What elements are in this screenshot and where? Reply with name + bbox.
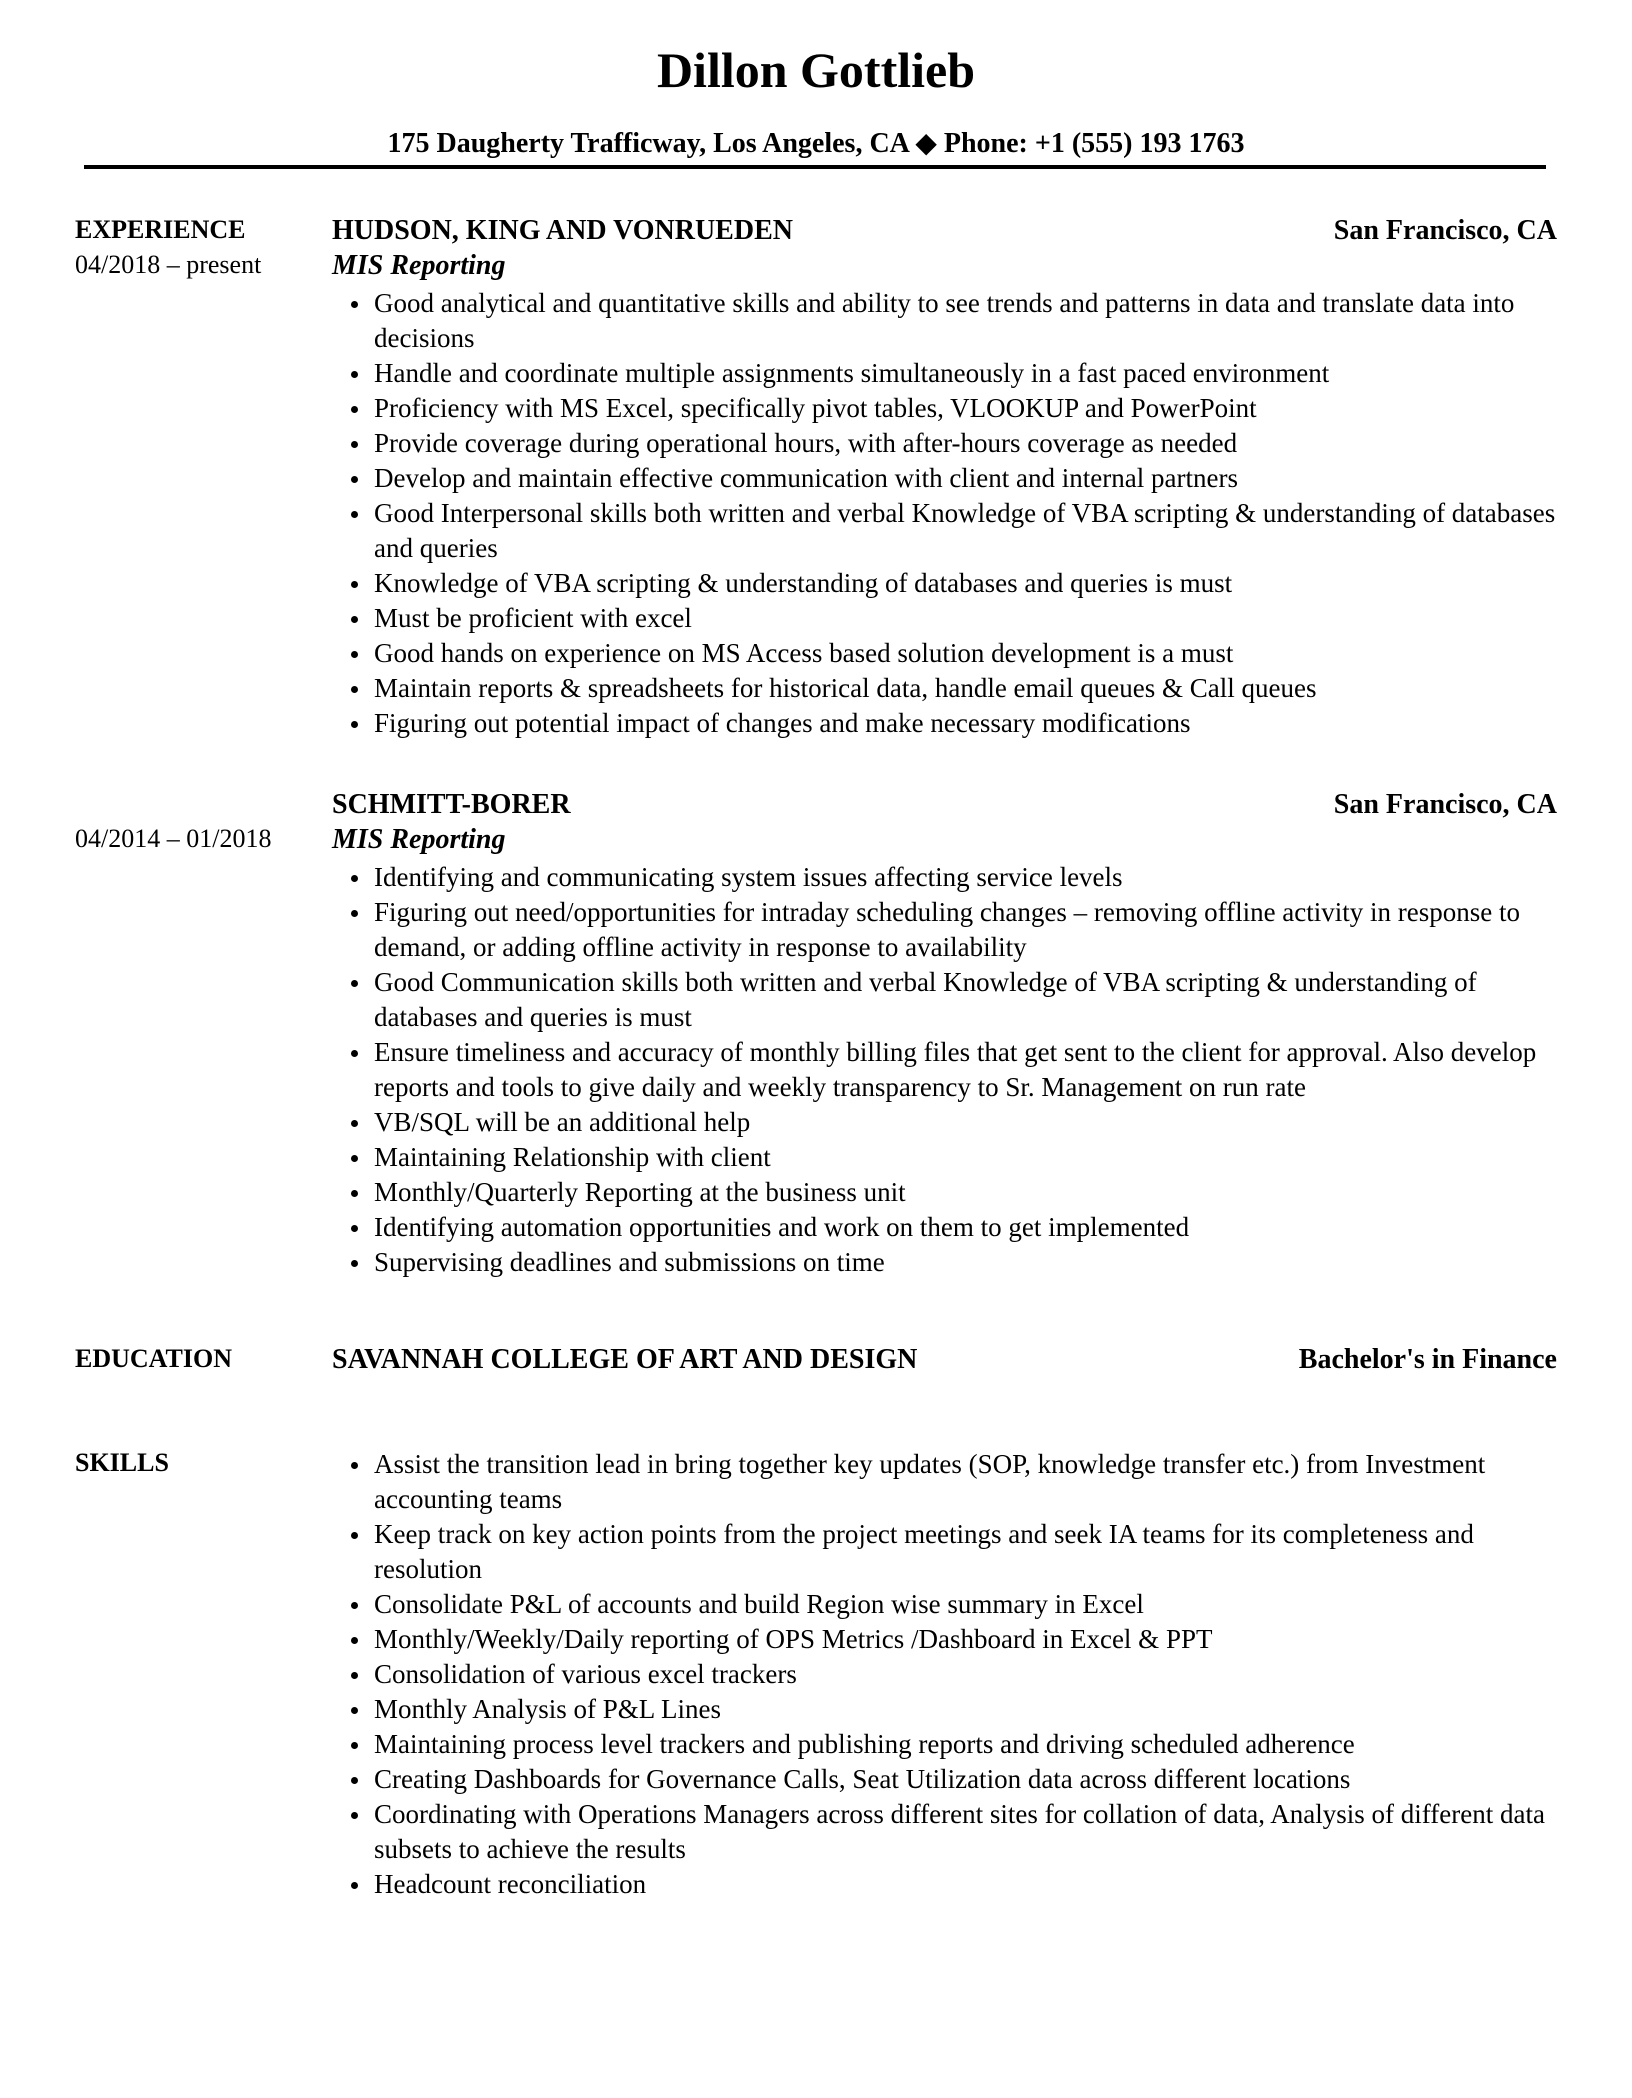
job-location: San Francisco, CA [1333, 215, 1557, 246]
list-item: Maintaining process level trackers and publishing reports and driving scheduled adherence [374, 1727, 1560, 1762]
education-section-label: EDUCATION [75, 1344, 232, 1373]
list-item: Assist the transition lead in bring together key updates (SOP, knowledge transfer etc.) from Investment accounting teams [374, 1447, 1560, 1517]
list-item: Coordinating with Operations Managers across different sites for collation of data, Analysis of different data subsets to achieve the results [374, 1797, 1560, 1867]
list-item: Good Communication skills both written and verbal Knowledge of VBA scripting & understanding of databases and queries is must [374, 965, 1560, 1035]
list-item: Consolidation of various excel trackers [374, 1657, 1560, 1692]
skills-bullet-list [374, 1447, 1560, 1902]
list-item: Handle and coordinate multiple assignments simultaneously in a fast paced environment [374, 356, 1560, 391]
job-bullet-list [374, 286, 1560, 741]
job-company: SCHMITT-BORER [332, 789, 571, 820]
list-item: Identifying and communicating system issues affecting service levels [374, 860, 1560, 895]
job-bullet-list [374, 860, 1560, 1280]
header-divider [84, 165, 1546, 169]
list-item: Headcount reconciliation [374, 1867, 1560, 1902]
job-company: HUDSON, KING AND VONRUEDEN [332, 215, 793, 246]
list-item: Monthly/Quarterly Reporting at the business unit [374, 1175, 1560, 1210]
list-item: Consolidate P&L of accounts and build Region wise summary in Excel [374, 1587, 1560, 1622]
list-item: Develop and maintain effective communication with client and internal partners [374, 461, 1560, 496]
job-location: San Francisco, CA [1333, 789, 1557, 820]
job-dates: 04/2014 – 01/2018 [75, 824, 272, 853]
school-name: SAVANNAH COLLEGE OF ART AND DESIGN [332, 1344, 918, 1375]
list-item: Monthly Analysis of P&L Lines [374, 1692, 1560, 1727]
list-item: Good Interpersonal skills both written and verbal Knowledge of VBA scripting & understanding of databases and queries [374, 496, 1560, 566]
list-item: Maintaining Relationship with client [374, 1140, 1560, 1175]
list-item: Monthly/Weekly/Daily reporting of OPS Metrics /Dashboard in Excel & PPT [374, 1622, 1560, 1657]
list-item: Supervising deadlines and submissions on time [374, 1245, 1560, 1280]
list-item: Maintain reports & spreadsheets for historical data, handle email queues & Call queues [374, 671, 1560, 706]
list-item: Creating Dashboards for Governance Calls, Seat Utilization data across different locations [374, 1762, 1560, 1797]
list-item: Figuring out need/opportunities for intraday scheduling changes – removing offline activity in response to demand, or adding offline activity in response to availability [374, 895, 1560, 965]
list-item: Ensure timeliness and accuracy of monthly billing files that get sent to the client for approval. Also develop reports and tools to give daily and weekly transparency to Sr. Management on run rate [374, 1035, 1560, 1105]
experience-section-label: EXPERIENCE [75, 215, 246, 244]
candidate-name: Dillon Gottlieb [656, 42, 976, 98]
skills-section-label: SKILLS [75, 1448, 169, 1477]
list-item: Keep track on key action points from the project meetings and seek IA teams for its completeness and resolution [374, 1517, 1560, 1587]
list-item: Good analytical and quantitative skills and ability to see trends and patterns in data and translate data into decisions [374, 286, 1560, 356]
job-dates: 04/2018 – present [75, 250, 262, 279]
list-item: Figuring out potential impact of changes and make necessary modifications [374, 706, 1560, 741]
list-item: Good hands on experience on MS Access based solution development is a must [374, 636, 1560, 671]
list-item: Must be proficient with excel [374, 601, 1560, 636]
job-title: MIS Reporting [332, 250, 506, 281]
list-item: VB/SQL will be an additional help [374, 1105, 1560, 1140]
job-title: MIS Reporting [332, 824, 506, 855]
list-item: Proficiency with MS Excel, specifically pivot tables, VLOOKUP and PowerPoint [374, 391, 1560, 426]
list-item: Knowledge of VBA scripting & understanding of databases and queries is must [374, 566, 1560, 601]
list-item: Provide coverage during operational hours, with after-hours coverage as needed [374, 426, 1560, 461]
contact-info: 175 Daugherty Trafficway, Los Angeles, CA ◆ Phone: +1 (555) 193 1763 [387, 128, 1245, 159]
degree: Bachelor's in Finance [1298, 1344, 1557, 1375]
list-item: Identifying automation opportunities and work on them to get implemented [374, 1210, 1560, 1245]
